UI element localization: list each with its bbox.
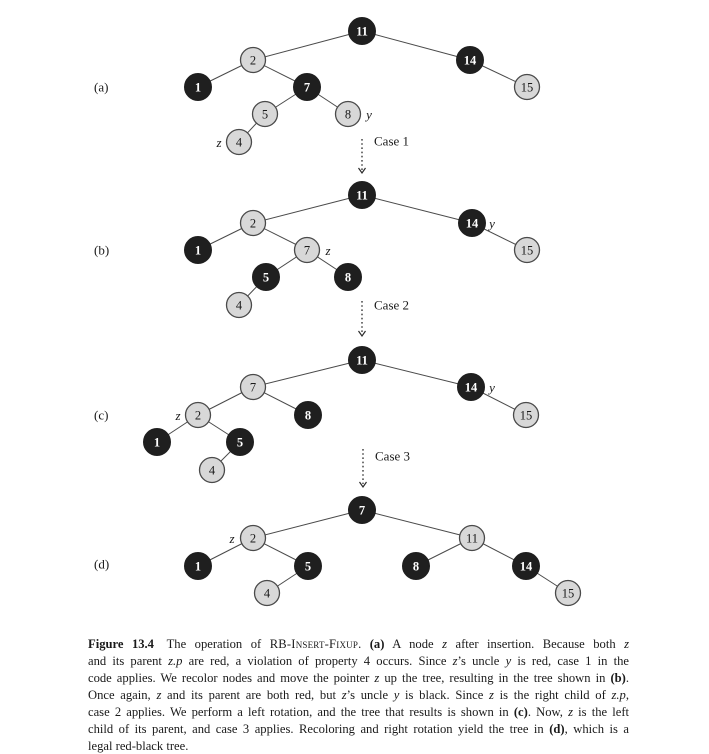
caption-segment: z bbox=[624, 637, 630, 651]
caption-line bbox=[88, 738, 629, 754]
caption-segment: legal red-black tree. bbox=[88, 739, 189, 753]
tree-node-value: 2 bbox=[249, 531, 257, 546]
caption-segment: z bbox=[374, 671, 380, 685]
tree-node-value: 11 bbox=[356, 353, 368, 368]
caption-segment: z bbox=[442, 637, 447, 651]
caption-segment: (a) bbox=[369, 637, 385, 651]
tree-edge bbox=[362, 195, 472, 223]
tree-node-value: 2 bbox=[194, 408, 202, 423]
node-pointer-label: y bbox=[489, 216, 495, 231]
caption-segment: z bbox=[568, 705, 574, 719]
panel-label: (b) bbox=[94, 242, 110, 258]
caption-segment: z bbox=[156, 688, 162, 702]
tree-node-value: 15 bbox=[561, 586, 575, 601]
caption-line bbox=[88, 687, 629, 704]
caption-segment: is the right child of bbox=[493, 688, 612, 702]
tree-node-value: 5 bbox=[304, 559, 312, 574]
tree-edge bbox=[362, 360, 471, 387]
tree-node-value: 15 bbox=[519, 408, 533, 423]
node-pointer-label: y bbox=[489, 380, 495, 395]
caption-segment: ’s uncle bbox=[457, 654, 506, 668]
tree-node-value: 1 bbox=[153, 435, 161, 450]
tree-node-value: 14 bbox=[463, 53, 477, 68]
caption-segment: Once again, bbox=[88, 688, 157, 702]
tree-node-value: 4 bbox=[235, 135, 243, 150]
tree-node-value: 11 bbox=[465, 531, 479, 546]
caption-segment: are red, a violation of property 4 occurs. Since bbox=[182, 654, 453, 668]
caption-segment: z bbox=[489, 688, 494, 702]
tree-node-value: 8 bbox=[304, 408, 312, 423]
tree-node-value: 8 bbox=[344, 107, 352, 122]
caption-segment: RB-Insert-Fixup bbox=[269, 637, 359, 651]
caption-segment: Figure 13.4 bbox=[88, 637, 154, 651]
caption-segment: , bbox=[625, 688, 630, 702]
node-pointer-label: z bbox=[216, 135, 222, 150]
panel-label: (a) bbox=[94, 79, 109, 95]
tree-node-value: 2 bbox=[249, 53, 257, 68]
tree-node-value: 7 bbox=[249, 380, 257, 395]
tree-node-value: 14 bbox=[464, 380, 478, 395]
caption-segment: . Now, bbox=[527, 705, 569, 719]
tree-node-value: 11 bbox=[356, 188, 368, 203]
caption-line bbox=[88, 653, 629, 670]
caption-segment: ’s uncle bbox=[346, 688, 394, 702]
caption-segment: after insertion. Because both bbox=[447, 637, 625, 651]
caption-segment: (b) bbox=[610, 671, 626, 685]
tree-edge bbox=[253, 510, 362, 538]
tree-node-value: 15 bbox=[520, 243, 534, 258]
tree-node-value: 5 bbox=[262, 270, 270, 285]
caption-segment: and its parent bbox=[88, 654, 169, 668]
panel-label: (c) bbox=[94, 407, 109, 423]
caption-segment: . bbox=[625, 671, 629, 685]
tree-node-value: 4 bbox=[263, 586, 271, 601]
caption-segment: case 2 applies. We perform a left rotation, and the tree that results is shown in bbox=[88, 705, 514, 719]
caption-segment: is red, case 1 in the bbox=[511, 654, 630, 668]
caption-segment: and its parent are both red, but bbox=[161, 688, 342, 702]
caption-segment: y bbox=[505, 654, 512, 668]
caption-segment: . bbox=[358, 637, 370, 651]
caption-segment: z bbox=[341, 688, 347, 702]
tree-node-value: 7 bbox=[358, 503, 366, 518]
caption-segment: is black. Since bbox=[399, 688, 490, 702]
caption-line bbox=[88, 704, 629, 721]
tree-edge bbox=[253, 195, 362, 223]
case-label: Case 2 bbox=[374, 297, 410, 313]
tree-node-value: 14 bbox=[465, 216, 479, 231]
tree-edge bbox=[253, 360, 362, 387]
case-label: Case 3 bbox=[375, 448, 411, 464]
panel-label: (d) bbox=[94, 556, 110, 572]
caption-segment: y bbox=[393, 688, 400, 702]
tree-node-value: 7 bbox=[303, 80, 311, 95]
caption-segment: (d) bbox=[549, 722, 565, 736]
tree-node-value: 8 bbox=[412, 559, 420, 574]
caption-segment: is the left bbox=[573, 705, 630, 719]
tree-node-value: 5 bbox=[261, 107, 269, 122]
caption-segment: (c) bbox=[513, 705, 528, 719]
tree-node-value: 14 bbox=[519, 559, 533, 574]
case-label: Case 1 bbox=[374, 133, 410, 149]
tree-node-value: 1 bbox=[194, 80, 202, 95]
tree-node-value: 4 bbox=[235, 298, 243, 313]
tree-edge bbox=[253, 31, 362, 60]
node-pointer-label: z bbox=[325, 243, 331, 258]
caption-segment: up the tree, resulting in the tree shown in bbox=[379, 671, 611, 685]
tree-node-value: 15 bbox=[520, 80, 534, 95]
caption-line bbox=[88, 721, 629, 738]
tree-node-value: 5 bbox=[236, 435, 244, 450]
tree-node-value: 7 bbox=[303, 243, 311, 258]
node-pointer-label: y bbox=[366, 107, 372, 122]
caption-line bbox=[88, 636, 629, 653]
tree-edge bbox=[362, 510, 472, 538]
figure-caption bbox=[88, 636, 629, 754]
tree-node-value: 1 bbox=[194, 243, 202, 258]
caption-segment: z.p bbox=[168, 654, 183, 668]
caption-segment: The operation of bbox=[153, 637, 270, 651]
caption-line bbox=[88, 670, 629, 687]
node-pointer-label: z bbox=[175, 408, 181, 423]
caption-segment: A node bbox=[384, 637, 443, 651]
caption-segment: code applies. We recolor nodes and move the pointer bbox=[88, 671, 375, 685]
tree-edge bbox=[362, 31, 470, 60]
caption-segment: , which is a bbox=[564, 722, 629, 736]
caption-segment: z bbox=[452, 654, 458, 668]
caption-segment: child of its parent, and case 3 applies. Recoloring and right rotation yield the tree in bbox=[88, 722, 550, 736]
tree-node-value: 11 bbox=[356, 24, 368, 39]
caption-segment: z.p bbox=[611, 688, 626, 702]
tree-node-value: 8 bbox=[344, 270, 352, 285]
tree-node-value: 2 bbox=[249, 216, 257, 231]
tree-node-value: 4 bbox=[208, 463, 216, 478]
tree-node-value: 1 bbox=[194, 559, 202, 574]
node-pointer-label: z bbox=[229, 531, 235, 546]
